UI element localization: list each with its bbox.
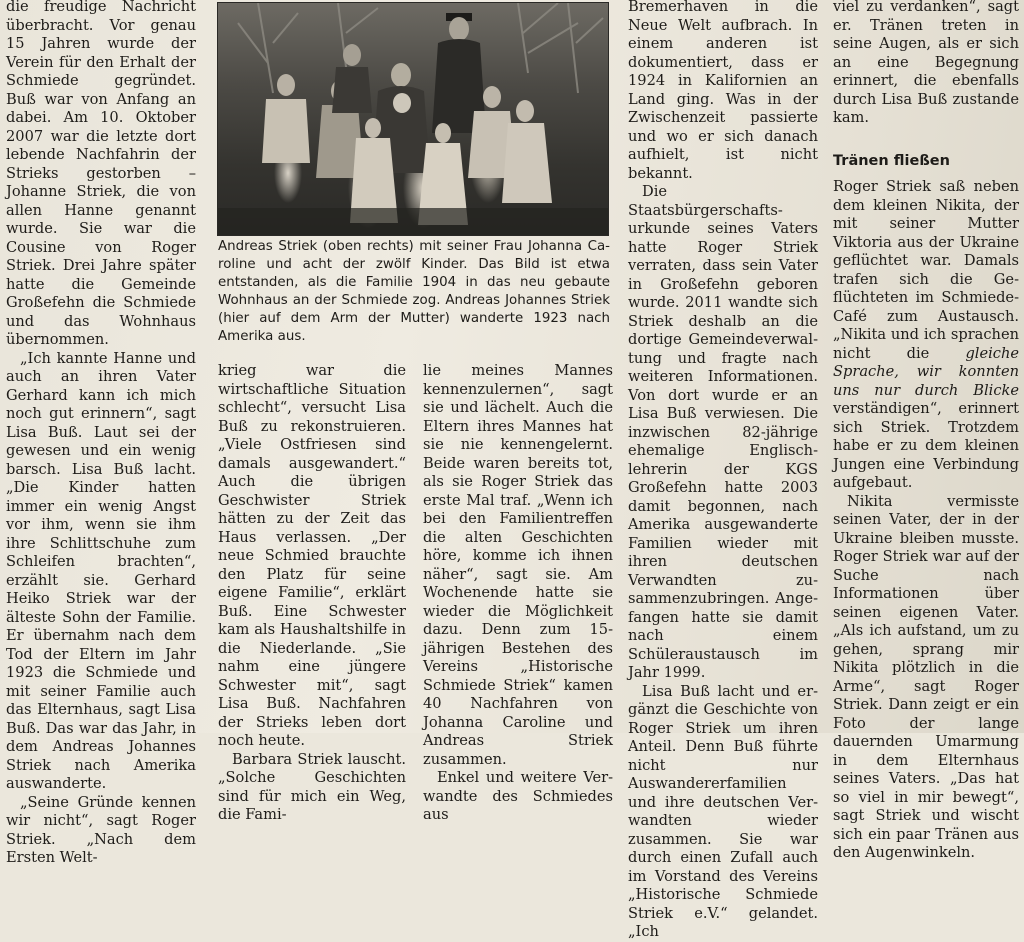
paragraph: Nikita vermisste seinen Vater, der in der Ukraine bleiben musste. Roger Striek war auf der Suche nach Informationen über seinen eigenen Vater. „Als ich aufstand, um zu gehen, sprang mir Nikita plötzlich in die Arme“, sagt Roger Striek. Dann zeigt er ein Foto der lange dauernden Umarmung in dem Elternhaus seines Vaters. „Das hat so viel in mir bewegt“, sagt Striek und wischt sich ein paar Tränen aus den Augenwinkeln.: [833, 492, 1019, 861]
article-column-3: [423, 362, 613, 825]
paragraph: Lisa Buß lacht und ergänzt die Geschichte von Roger Striek um ihren Anteil. Denn Buß führte nicht nur Auswandererfamilien und ihre deutschen Verwandten wieder zusammen. Sie war durch einen Zufall auch im Vorstand des Vereins „Historische Schmiede Striek e.V.“ gelandet. „Ich: [628, 682, 818, 940]
paragraph: krieg war die wirtschaftliche Situation schlecht“, versucht Lisa Buß zu rekonstruieren. „Viele Ostfriesen sind damals ausgewandert.“ Auch die übrigen Geschwister Striek hätten zu der Zeit das Haus verlassen. „Der neue Schmied brauchte den Platz für seine eigene Familie“, erklärt Buß. Eine Schwester kam als Haushaltshilfe in die Niederlande. „Sie nahm eine jüngere Schwester mit“, sagt Lisa Buß. Nachfahren der Strieks leben dort noch heute.: [218, 362, 406, 749]
family-photo-illustration: [218, 3, 608, 235]
paragraph: Barbara Striek lauscht. „Solche Geschichten sind für mich ein Weg, die Fami-: [218, 750, 406, 823]
article-column-4: [628, 0, 818, 942]
paragraph: Enkel und weitere Verwandte des Schmiedes aus: [423, 769, 613, 823]
article-column-2: [218, 362, 406, 825]
paragraph: Die Staatsbürgerschaftsurkunde seines Vaters hatte Roger Striek verraten, dass sein Vater in Großefehn geboren wurde. 2011 wandte sich Striek deshalb an die dortige Gemeindeverwaltung und fragte nach weiteren Informationen. Von dort wurde er an Lisa Buß verwiesen. Die inzwischen 82-jährige ehemalige Englischlehrerin der KGS Großefehn hatte 2003 damit begonnen, nach Amerika ausgewanderte Familien wieder mit ihren deutschen Verwandten zusammenzubringen. Angefangen hatte sie damit nach einem Schüleraustausch im Jahr 1999.: [628, 183, 818, 681]
paragraph: „Seine Gründe kennen wir nicht“, sagt Roger Striek. „Nach dem Ersten Welt-: [6, 793, 196, 866]
paragraph-text: Roger Striek saß neben dem kleinen Nikita, der mit seiner Mutter Viktoria aus der Ukraine geflüchtet war. Damals trafen sich die Geflüchteten im Schmiede-Café zum Austausch. „Nikita und ich sprachen nicht die: [833, 178, 1019, 362]
article-column-5: [833, 0, 1019, 863]
article-column-1: [6, 0, 196, 868]
paragraph: viel zu verdanken“, sagt er. Tränen treten in seine Augen, als er sich an eine Begegnung erinnert, die ebenfalls durch Lisa Buß zustande kam.: [833, 0, 1019, 126]
paragraph: die freudige Nachricht überbracht. Vor genau 15 Jahren wurde der Verein für den Erhalt der Schmiede gegründet. Buß war von Anfang an dabei. Am 10. Oktober 2007 war die letzte dort lebende Nachfahrin der Strieks gestorben – Johanne Striek, die von allen Hanne genannt wurde. Sie war die Cousine von Roger Striek. Drei Jahre später hatte die Gemeinde Großefehn die Schmiede und das Wohnhaus übernommen.: [6, 0, 196, 348]
paragraph: [833, 178, 1019, 493]
photo-caption: Andreas Striek (oben rechts) mit seiner Frau Johanna Caroline und acht der zwölf Kinder. Das Bild ist etwa entstanden, als die Familie 1904 in das neu gebaute Wohnhaus an der Schmiede zog. Andreas Johannes Striek (hier auf dem Arm der Mutter) wanderte 1923 nach Amerika aus.: [218, 239, 610, 344]
paragraph-text: verständigen“, erinnert sich Striek. Trotzdem habe er zu dem kleinen Jungen eine Verbindung aufgebaut.: [833, 400, 1019, 491]
paragraph: lie meines Mannes kennenzulernen“, sagt sie und lächelt. Auch die Eltern ihres Mannes hat sie nie kennengelernt. Beide waren bereits tot, als sie Roger Striek das erste Mal traf. „Wenn ich bei den Familientreffen die alten Geschichten höre, komme ich ihnen näher“, sagt sie. Am Wochenende hatte sie wieder die Möglichkeit dazu. Denn zum 15-jährigen Bestehen des Vereins „Historische Schmiede Striek“ kamen 40 Nachfahren von Johanna Caroline und Andreas Striek zusammen.: [423, 362, 613, 768]
family-photo: [217, 2, 609, 236]
paragraph-italic-text: gleiche Sprache, wir konnten uns nur durch Blicke: [833, 344, 1019, 399]
paragraph: „Ich kannte Hanne und auch an ihren Vater Gerhard kann ich mich noch gut erinnern“, sagt Lisa Buß. Laut sei der gewesen und ein wenig barsch. Lisa Buß lacht. „Die Kinder hatten immer ein wenig Angst vor ihm, wenn sie ihm ihre Schlittschuhe zum Schleifen brachten“, erzählt sie. Gerhard Heiko Striek war der älteste Sohn der Familie. Er übernahm nach dem Tod der Eltern im Jahr 1923 die Schmiede und mit seiner Familie auch das Elternhaus, sagt Lisa Buß. Das war das Jahr, in dem Andreas Johannes Striek nach Amerika auswanderte.: [6, 349, 196, 792]
paragraph: Bremerhaven in die Neue Welt aufbrach. In einem anderen ist dokumentiert, dass er 1924 in Kalifornien an Land ging. Was in der Zwischenzeit passierte und wo er sich danach aufhielt, ist nicht bekannt.: [628, 0, 818, 182]
section-subheading: Tränen fließen: [833, 152, 950, 169]
